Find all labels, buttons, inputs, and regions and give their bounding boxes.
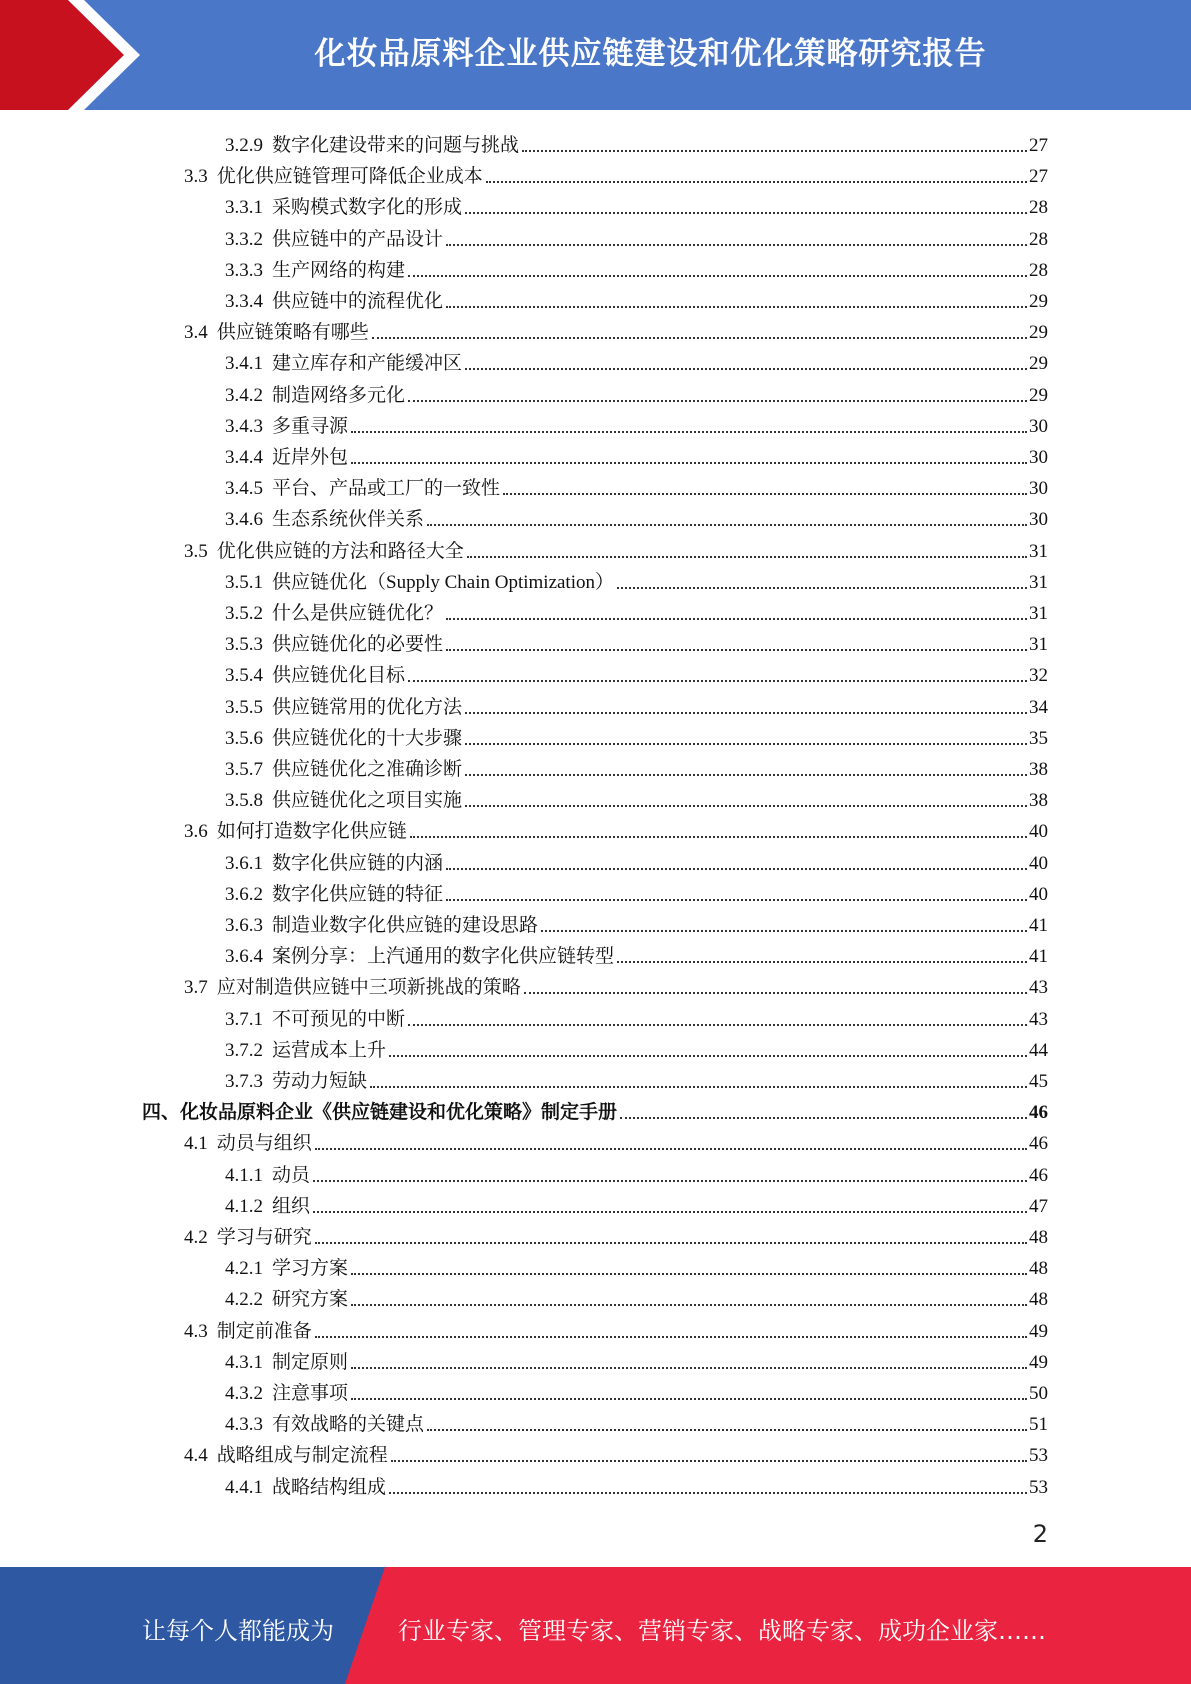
toc-leader-dots: [465, 805, 1027, 807]
toc-entry-label: 劳动力短缺: [272, 1071, 368, 1092]
toc-leader-dots: [465, 774, 1027, 776]
toc-leader-dots: [389, 1492, 1027, 1494]
toc-entry-number: 3.5.1: [225, 571, 263, 593]
toc-entry-page: 51: [1029, 1414, 1048, 1436]
toc-entry-number: 3.4.5: [225, 478, 263, 500]
toc-entry[interactable]: [184, 1125, 1048, 1156]
page-header: [0, 0, 1191, 110]
toc-leader-dots: [465, 368, 1027, 370]
toc-entry-label: 供应链优化的必要性: [272, 634, 444, 656]
toc-leader-dots: [351, 431, 1027, 433]
toc-entry-label: 生产网络的构建: [272, 259, 406, 281]
toc-entry-label: 学习方案: [272, 1258, 349, 1280]
toc-leader-dots: [446, 899, 1027, 901]
toc-entry-page: 30: [1029, 447, 1048, 468]
toc-entry-label: 不可预见的中断: [272, 1008, 406, 1030]
toc-entry[interactable]: [184, 1219, 1048, 1250]
toc-entry-number: 4.3.2: [225, 1383, 263, 1404]
toc-entry-page: 49: [1029, 1320, 1048, 1342]
toc-entry-page: 27: [1029, 166, 1048, 188]
toc-leader-dots: [391, 1460, 1027, 1462]
toc-entry-label: 生态系统伙伴关系: [272, 509, 425, 531]
toc-entry-label: 四、化妆品原料企业《供应链建设和优化策略》制定手册: [142, 1102, 618, 1124]
toc-entry-page: 29: [1029, 353, 1048, 375]
toc-entry[interactable]: [184, 1437, 1048, 1468]
toc-entry-number: 3.4.1: [225, 353, 263, 375]
toc-entry[interactable]: [225, 408, 1048, 439]
toc-entry-label: 供应链优化目标: [272, 665, 406, 687]
toc-entry-number: 3.6.1: [225, 852, 263, 874]
toc-entry-label: 供应链优化之准确诊断: [272, 759, 463, 780]
toc-entry-number: 3.7.3: [225, 1071, 263, 1092]
toc-entry-number: 4.1.2: [225, 1195, 263, 1217]
header-arrow-decoration: [0, 0, 160, 110]
toc-entry-number: 3.6: [184, 821, 208, 843]
toc-entry-page: 45: [1029, 1071, 1048, 1092]
toc-leader-dots: [389, 1055, 1027, 1057]
toc-entry-number: 3.3.2: [225, 228, 263, 250]
toc-entry-number: 3.7: [184, 977, 208, 999]
toc-entry-page: 29: [1029, 322, 1048, 344]
toc-entry-label: 供应链中的产品设计: [272, 228, 444, 250]
toc-entry-page: 28: [1029, 228, 1048, 250]
toc-entry-label: 制造网络多元化: [272, 384, 406, 406]
toc-entry-number: 4.1.1: [225, 1164, 263, 1186]
toc-entry-number: 4.3: [184, 1320, 208, 1342]
toc-entry-number: 3.7.1: [225, 1008, 263, 1030]
toc-entry-number: 3.4.6: [225, 509, 263, 531]
toc-entry[interactable]: [225, 751, 1048, 782]
toc-entry-label: 制定前准备: [216, 1320, 312, 1342]
toc-entry-number: 3.4: [184, 322, 208, 344]
page-number: 2: [1032, 1520, 1048, 1548]
toc-entry-label: 数字化供应链的内涵: [272, 852, 444, 874]
toc-leader-dots: [446, 868, 1027, 870]
toc-entry[interactable]: [225, 377, 1048, 408]
toc-entry-page: 28: [1029, 259, 1048, 281]
toc-entry-page: 46: [1029, 1102, 1048, 1124]
toc-entry-page: 41: [1029, 946, 1048, 968]
toc-entry-page: 31: [1029, 603, 1048, 624]
toc-leader-dots: [408, 680, 1027, 682]
toc-entry-label: 平台、产品或工厂的一致性: [272, 478, 501, 500]
toc-leader-dots: [465, 743, 1027, 745]
toc-entry-label: 如何打造数字化供应链: [216, 821, 407, 843]
toc-entry[interactable]: [225, 845, 1048, 876]
toc-entry-label: 制定原则: [272, 1351, 349, 1373]
toc-entry-label: 应对制造供应链中三项新挑战的策略: [216, 977, 521, 999]
toc-entry-page: 53: [1029, 1476, 1048, 1498]
toc-entry-number: 3.5.3: [225, 634, 263, 656]
toc-entry-label: 注意事项: [272, 1383, 349, 1404]
toc-entry-page: 38: [1029, 790, 1048, 812]
toc-leader-dots: [465, 712, 1027, 714]
toc-leader-dots: [372, 337, 1027, 339]
toc-entry-page: 30: [1029, 509, 1048, 531]
toc-entry-page: 30: [1029, 415, 1048, 437]
toc-entry[interactable]: [225, 439, 1048, 470]
toc-leader-dots: [351, 1398, 1027, 1400]
toc-entry-label: 组织: [272, 1195, 311, 1217]
toc-entry[interactable]: [225, 689, 1048, 720]
toc-entry-label: 建立库存和产能缓冲区: [272, 353, 463, 375]
toc-entry-number: 4.2.1: [225, 1258, 263, 1280]
toc-entry-label: 战略组成与制定流程: [216, 1445, 388, 1467]
toc-leader-dots: [315, 1242, 1027, 1244]
toc-entry-number: 4.2: [184, 1227, 208, 1248]
toc-entry-label: 数字化建设带来的问题与挑战: [272, 135, 520, 156]
toc-leader-dots: [524, 992, 1027, 994]
toc-entry-page: 50: [1029, 1383, 1048, 1404]
page-footer: [0, 1567, 1191, 1684]
toc-entry[interactable]: [225, 501, 1048, 532]
toc-entry-page: 34: [1029, 696, 1048, 718]
toc-entry-number: 3.3: [184, 166, 208, 188]
toc-entry-number: 3.5: [184, 540, 208, 562]
toc-entry[interactable]: [225, 938, 1048, 969]
toc-entry[interactable]: [225, 1344, 1048, 1375]
toc-leader-dots: [408, 400, 1027, 402]
toc-entry-number: 3.6.2: [225, 883, 263, 905]
toc-entry[interactable]: [225, 189, 1048, 220]
toc-entry-label: 动员与组织: [216, 1133, 312, 1155]
footer-slogan-left: 让每个人都能成为: [142, 1617, 334, 1645]
toc-entry[interactable]: [225, 1157, 1048, 1188]
toc-entry[interactable]: [142, 1094, 1048, 1125]
toc-entry-label: 战略结构组成: [272, 1476, 387, 1498]
toc-leader-dots: [313, 1180, 1027, 1182]
toc-entry[interactable]: [225, 345, 1048, 376]
toc-entry-label: 运营成本上升: [272, 1039, 387, 1061]
toc-entry[interactable]: [225, 1063, 1048, 1094]
toc-entry-label: 供应链优化的十大步骤: [272, 727, 463, 749]
toc-entry-number: 3.5.5: [225, 696, 263, 718]
toc-entry-label: 研究方案: [272, 1289, 349, 1311]
report-title: 化妆品原料企业供应链建设和优化策略研究报告: [314, 36, 987, 72]
toc-entry[interactable]: [225, 1032, 1048, 1063]
toc-entry-number: 4.4.1: [225, 1476, 263, 1498]
toc-entry-page: 53: [1029, 1445, 1048, 1467]
toc-leader-dots: [620, 1117, 1027, 1119]
toc-entry-number: 3.5.6: [225, 727, 263, 749]
toc-entry[interactable]: [225, 1250, 1048, 1281]
toc-entry[interactable]: [225, 1001, 1048, 1032]
toc-entry-page: 47: [1029, 1195, 1048, 1217]
toc-entry-page: 44: [1029, 1039, 1048, 1061]
toc-entry-number: 4.3.1: [225, 1351, 263, 1373]
toc-entry[interactable]: [225, 221, 1048, 252]
toc-entry-page: 49: [1029, 1351, 1048, 1373]
toc-leader-dots: [351, 1273, 1027, 1275]
toc-entry-label: 供应链策略有哪些: [216, 322, 369, 344]
toc-entry-page: 40: [1029, 821, 1048, 843]
toc-entry-label: 数字化供应链的特征: [272, 883, 444, 905]
toc-entry[interactable]: [225, 876, 1048, 907]
toc-entry-number: 3.4.2: [225, 384, 263, 406]
toc-leader-dots: [351, 462, 1027, 464]
toc-entry-page: 27: [1029, 135, 1048, 156]
toc-entry[interactable]: [225, 252, 1048, 283]
toc-entry-number: 3.3.3: [225, 259, 263, 281]
toc-entry-number: 3.3.1: [225, 197, 263, 219]
toc-entry[interactable]: [225, 657, 1048, 688]
toc-entry-label: 优化供应链管理可降低企业成本: [216, 166, 483, 188]
toc-leader-dots: [370, 1086, 1027, 1088]
toc-entry-page: 48: [1029, 1227, 1048, 1248]
toc-entry[interactable]: [184, 813, 1048, 844]
toc-entry-label: 供应链优化之项目实施: [272, 790, 463, 812]
toc-entry-number: 4.4: [184, 1445, 208, 1467]
toc-entry-label: 多重寻源: [272, 415, 349, 437]
toc-entry[interactable]: [184, 1313, 1048, 1344]
toc-entry-number: 3.6.3: [225, 915, 263, 936]
toc-entry-label: 案例分享：上汽通用的数字化供应链转型: [272, 946, 615, 968]
toc-entry-page: 31: [1029, 540, 1048, 562]
toc-entry[interactable]: [225, 595, 1048, 626]
toc-entry[interactable]: [184, 158, 1048, 189]
toc-entry-number: 3.5.7: [225, 759, 263, 780]
toc-entry[interactable]: [225, 1375, 1048, 1406]
toc-entry[interactable]: [225, 1281, 1048, 1312]
toc-entry[interactable]: [184, 314, 1048, 345]
toc-leader-dots: [522, 150, 1027, 152]
toc-entry-number: 3.4.4: [225, 447, 263, 468]
toc-entry-page: 48: [1029, 1289, 1048, 1311]
toc-leader-dots: [503, 493, 1027, 495]
toc-leader-dots: [541, 930, 1027, 932]
toc-entry-label: 动员: [272, 1164, 311, 1186]
toc-entry-label: 什么是供应链优化？: [272, 603, 444, 624]
toc-entry-number: 4.1: [184, 1133, 208, 1155]
toc-entry-page: 40: [1029, 852, 1048, 874]
toc-leader-dots: [465, 212, 1027, 214]
toc-leader-dots: [351, 1367, 1027, 1369]
toc-entry-number: 3.3.4: [225, 291, 263, 312]
toc-entry-number: 3.4.3: [225, 415, 263, 437]
toc-leader-dots: [617, 961, 1027, 963]
toc-entry-label: 供应链优化（Supply Chain Optimization）: [272, 571, 614, 593]
toc-entry[interactable]: [225, 720, 1048, 751]
toc-entry-page: 46: [1029, 1133, 1048, 1155]
toc-entry-page: 31: [1029, 634, 1048, 656]
toc-leader-dots: [446, 244, 1027, 246]
toc-entry-label: 学习与研究: [216, 1227, 312, 1248]
toc-leader-dots: [351, 1304, 1027, 1306]
toc-entry-number: 3.2.9: [225, 135, 263, 156]
toc-entry-page: 46: [1029, 1164, 1048, 1186]
toc-entry[interactable]: [184, 969, 1048, 1000]
toc-entry[interactable]: [225, 1469, 1048, 1500]
toc-entry-label: 供应链常用的优化方法: [272, 696, 463, 718]
toc-entry-page: 31: [1029, 571, 1048, 593]
toc-entry[interactable]: [225, 1406, 1048, 1437]
toc-leader-dots: [427, 524, 1027, 526]
toc-leader-dots: [446, 649, 1027, 651]
toc-entry[interactable]: [225, 1188, 1048, 1219]
toc-entry-number: 3.7.2: [225, 1039, 263, 1061]
toc-entry[interactable]: [225, 283, 1048, 314]
toc-entry[interactable]: [225, 470, 1048, 501]
toc-leader-dots: [427, 1429, 1027, 1431]
toc-entry-page: 43: [1029, 977, 1048, 999]
toc-entry-number: 3.6.4: [225, 946, 263, 968]
toc-entry-page: 38: [1029, 759, 1048, 780]
toc-entry[interactable]: [225, 564, 1048, 595]
toc-entry-number: 3.5.2: [225, 603, 263, 624]
toc-entry[interactable]: [225, 127, 1048, 158]
toc-entry-page: 29: [1029, 291, 1048, 312]
toc-entry-page: 48: [1029, 1258, 1048, 1280]
toc-entry-page: 32: [1029, 665, 1048, 687]
toc-leader-dots: [315, 1336, 1027, 1338]
toc-entry-label: 有效战略的关键点: [272, 1414, 425, 1436]
toc-entry-label: 优化供应链的方法和路径大全: [216, 540, 464, 562]
toc-entry-number: 3.5.8: [225, 790, 263, 812]
footer-slogan-right: 行业专家、管理专家、营销专家、战略专家、成功企业家……: [398, 1617, 1046, 1645]
toc-entry-page: 43: [1029, 1008, 1048, 1030]
toc-leader-dots: [467, 556, 1027, 558]
toc-entry[interactable]: [225, 626, 1048, 657]
toc-entry-label: 采购模式数字化的形成: [272, 197, 463, 219]
toc-leader-dots: [446, 306, 1027, 308]
toc-entry-number: 4.3.3: [225, 1414, 263, 1436]
toc-leader-dots: [315, 1148, 1027, 1150]
toc-entry[interactable]: [225, 907, 1048, 938]
toc-leader-dots: [313, 1211, 1027, 1213]
toc-leader-dots: [408, 1024, 1027, 1026]
toc-entry-number: 3.5.4: [225, 665, 263, 687]
toc-leader-dots: [408, 275, 1027, 277]
toc-leader-dots: [410, 836, 1027, 838]
toc-entry[interactable]: [184, 533, 1048, 564]
toc-entry-page: 30: [1029, 478, 1048, 500]
toc-entry-number: 4.2.2: [225, 1289, 263, 1311]
toc-entry[interactable]: [225, 782, 1048, 813]
toc-entry-page: 29: [1029, 384, 1048, 406]
toc-entry-page: 41: [1029, 915, 1048, 936]
toc-entry-page: 28: [1029, 197, 1048, 219]
toc-entry-label: 近岸外包: [272, 447, 349, 468]
toc-entry-label: 供应链中的流程优化: [272, 291, 444, 312]
toc-entry-page: 35: [1029, 727, 1048, 749]
toc-leader-dots: [446, 618, 1027, 620]
toc-entry-page: 40: [1029, 883, 1048, 905]
toc-leader-dots: [486, 181, 1027, 183]
toc-leader-dots: [617, 587, 1027, 589]
toc-entry-label: 制造业数字化供应链的建设思路: [272, 915, 539, 936]
